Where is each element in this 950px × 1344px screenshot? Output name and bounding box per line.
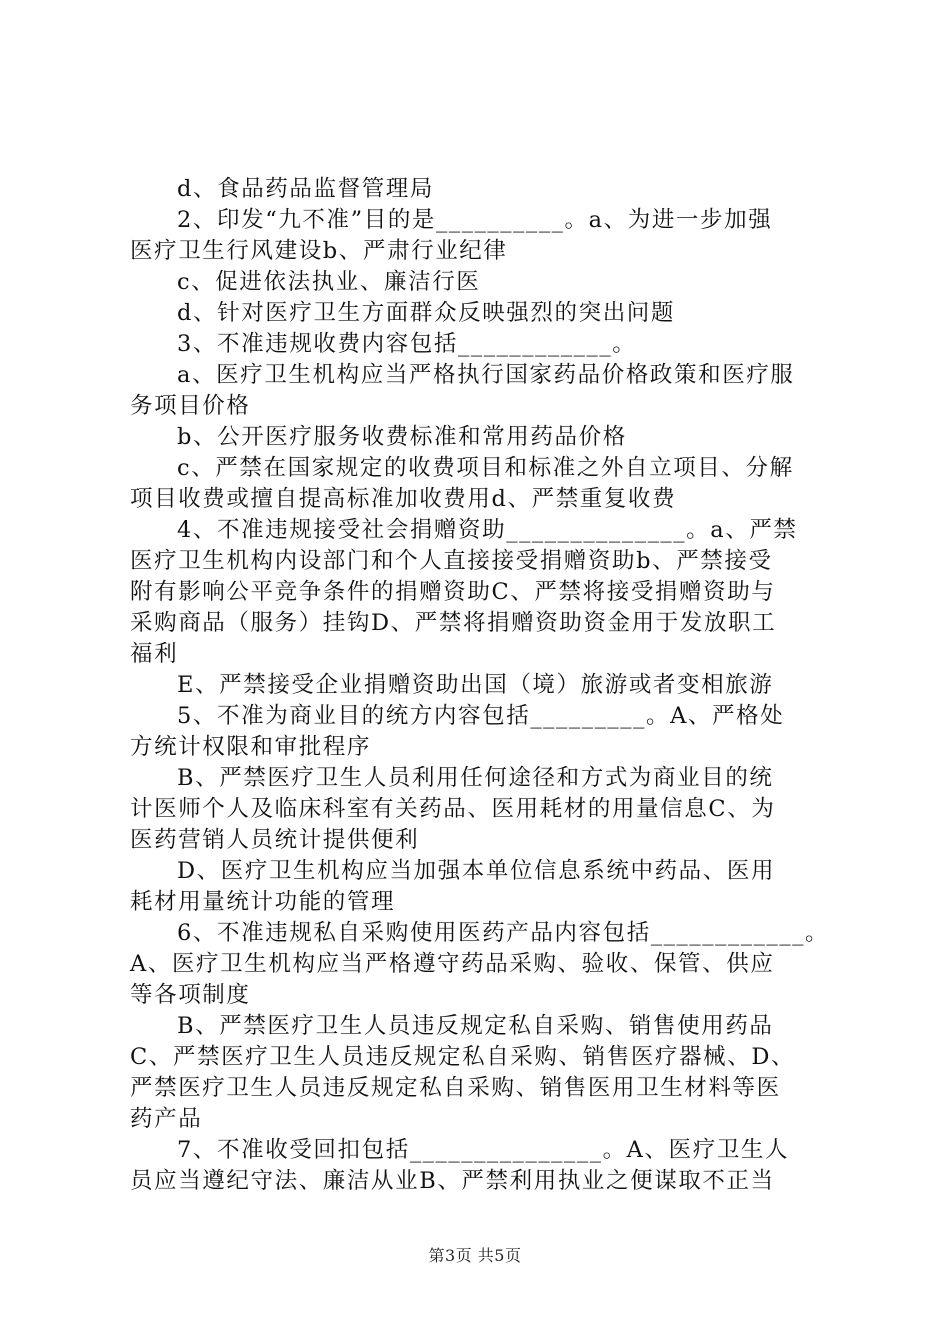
text-line: 药产品 [130, 1106, 203, 1132]
text-line: C、严禁医疗卫生人员违反规定私自采购、销售医疗器械、D、 [130, 1044, 796, 1070]
text-line: B、严禁医疗卫生人员利用任何途径和方式为商业目的统 [177, 765, 774, 791]
text-line: 医药营销人员统计提供便利 [130, 827, 420, 853]
text-line: c、严禁在国家规定的收费项目和标准之外自立项目、分解 [177, 455, 794, 481]
text-line: 福利 [130, 641, 179, 667]
text-line: 项目收费或擅自提高标准加收费用d、严禁重复收费 [130, 486, 677, 512]
text-line: 耗材用量统计功能的管理 [130, 889, 396, 915]
text-line: b、公开医疗服务收费标准和常用药品价格 [177, 424, 627, 450]
text-line: 务项目价格 [130, 393, 251, 419]
text-line: 计医师个人及临床科室有关药品、医用耗材的用量信息C、为 [130, 796, 776, 822]
text-line: 医疗卫生机构内设部门和个人直接接受捐赠资助b、严禁接受 [130, 548, 773, 574]
text-line: 4、不准违规接受社会捐赠资助______________。a、严禁 [177, 517, 798, 543]
text-line: 6、不准违规私自采购使用医药产品内容包括____________。 [177, 920, 830, 946]
text-line: 严禁医疗卫生人员违反规定私自采购、销售医用卫生材料等医 [130, 1075, 781, 1101]
text-line: 3、不准违规收费内容包括____________。 [177, 331, 637, 357]
text-line: D、医疗卫生机构应当加强本单位信息系统中药品、医用 [177, 858, 776, 884]
text-line: E、严禁接受企业捐赠资助出国（境）旅游或者变相旅游 [177, 672, 774, 698]
text-line: d、针对医疗卫生方面群众反映强烈的突出问题 [177, 300, 676, 326]
document-body [130, 174, 835, 1197]
text-line: 方统计权限和审批程序 [130, 734, 372, 760]
text-line: 医疗卫生行风建设b、严肃行业纪律 [130, 238, 508, 264]
text-line: a、医疗卫生机构应当严格执行国家药品价格政策和医疗服 [177, 362, 795, 388]
text-line: 等各项制度 [130, 982, 251, 1008]
text-line: c、促进依法执业、廉洁行医 [177, 269, 481, 295]
page-footer: 第3页 共5页 [428, 1246, 522, 1265]
text-line: 附有影响公平竞争条件的捐赠资助C、严禁将接受捐赠资助与 [130, 579, 776, 605]
text-line: 员应当遵纪守法、廉洁从业B、严禁利用执业之便谋取不正当 [130, 1168, 775, 1194]
text-line: B、严禁医疗卫生人员违反规定私自采购、销售使用药品 [177, 1013, 774, 1039]
text-line: d、食品药品监督管理局 [177, 176, 435, 202]
text-line: A、医疗卫生机构应当严格遵守药品采购、验收、保管、供应 [130, 951, 775, 977]
text-line: 2、印发“九不准”目的是__________。a、为进一步加强 [177, 207, 773, 233]
text-line: 7、不准收受回扣包括_______________。A、医疗卫生人 [177, 1137, 790, 1163]
text-line: 采购商品（服务）挂钩D、严禁将捐赠资助资金用于发放职工 [130, 610, 777, 636]
text-line: 5、不准为商业目的统方内容包括_________。A、严格处 [177, 703, 785, 729]
